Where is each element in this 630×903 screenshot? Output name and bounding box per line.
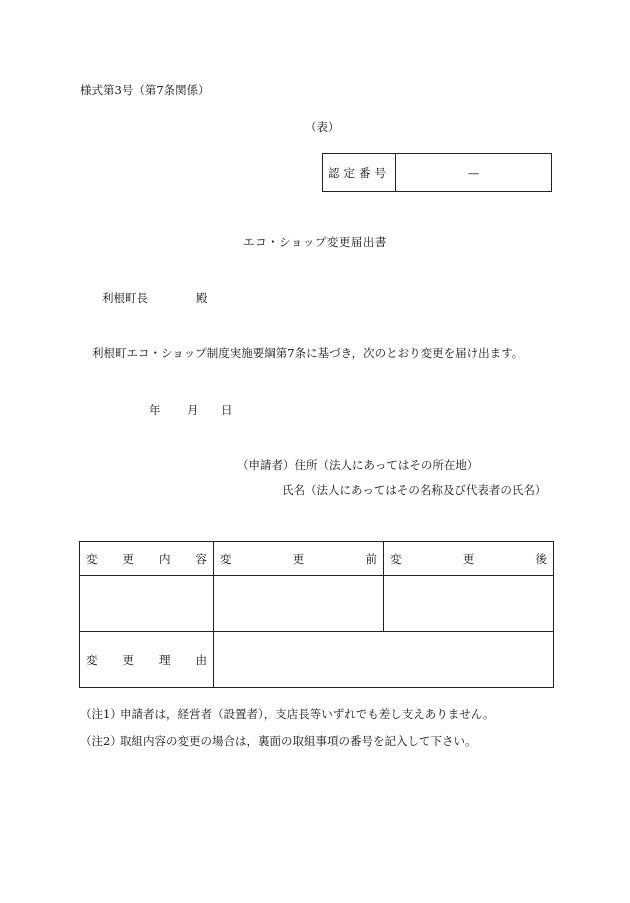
date-day: 日 [221,403,233,417]
change-reason-row [80,632,554,688]
note-1-label: （注1） [80,707,122,721]
header-before [214,542,384,576]
spread-label [80,652,213,668]
spread-char: 変 [86,652,98,667]
document-title: エコ・ショップ変更届出書 [243,235,387,249]
note-2-text: 取組内容の変更の場合は，裏面の取組事項の番号を記入して下さい。 [120,734,477,748]
change-table-header-row [80,542,554,576]
note-1-text: 申請者は，経営者（設置者），支店長等いずれでも差し支えありません。 [120,707,495,721]
body-text: 利根町エコ・ショップ制度実施要綱第7条に基づき，次のとおり変更を届け出ます。 [92,346,524,360]
applicant-address-label: （申請者）住所（法人にあってはその所在地） [237,458,479,472]
spread-char: 更 [122,551,134,566]
spread-char: 変 [220,551,232,566]
form-number: 様式第3号（第7条関係） [80,83,210,97]
reason-cell[interactable] [214,632,554,688]
spread-char: 更 [122,652,134,667]
spread-label [384,551,553,567]
addressee-name: 利根町長 [102,291,148,305]
change-table [79,541,554,688]
spread-char: 内 [159,551,171,566]
spread-char: 理 [159,652,171,667]
note-2-label: （注2） [80,734,122,748]
date-year: 年 [149,403,161,417]
spread-char: 容 [195,551,207,566]
change-table-entry-row [80,576,554,632]
side-label: （表） [305,120,340,134]
spread-char: 由 [195,652,207,667]
before-cell[interactable] [214,576,384,632]
spread-char: 更 [462,551,475,566]
spread-label [214,551,383,567]
spread-char: 変 [390,551,402,566]
note-1 [80,706,494,722]
spread-label [80,551,213,567]
reason-label-cell [80,632,214,688]
date-month: 月 [187,403,199,417]
certification-number-box [322,153,552,192]
note-2 [80,733,477,749]
after-cell[interactable] [384,576,554,632]
certification-number-label: 認定番号 [323,154,396,191]
spread-char: 変 [86,551,98,566]
applicant-name-label: 氏名（法人にあってはその名称及び代表者の氏名） [282,483,547,497]
spread-char: 更 [292,551,305,566]
header-change-content [80,542,214,576]
header-after [384,542,554,576]
certification-number-value[interactable]: — [467,165,480,180]
addressee-honorific: 殿 [196,291,208,305]
change-content-cell[interactable] [80,576,214,632]
spread-char: 後 [535,551,547,566]
spread-char: 前 [365,551,377,566]
